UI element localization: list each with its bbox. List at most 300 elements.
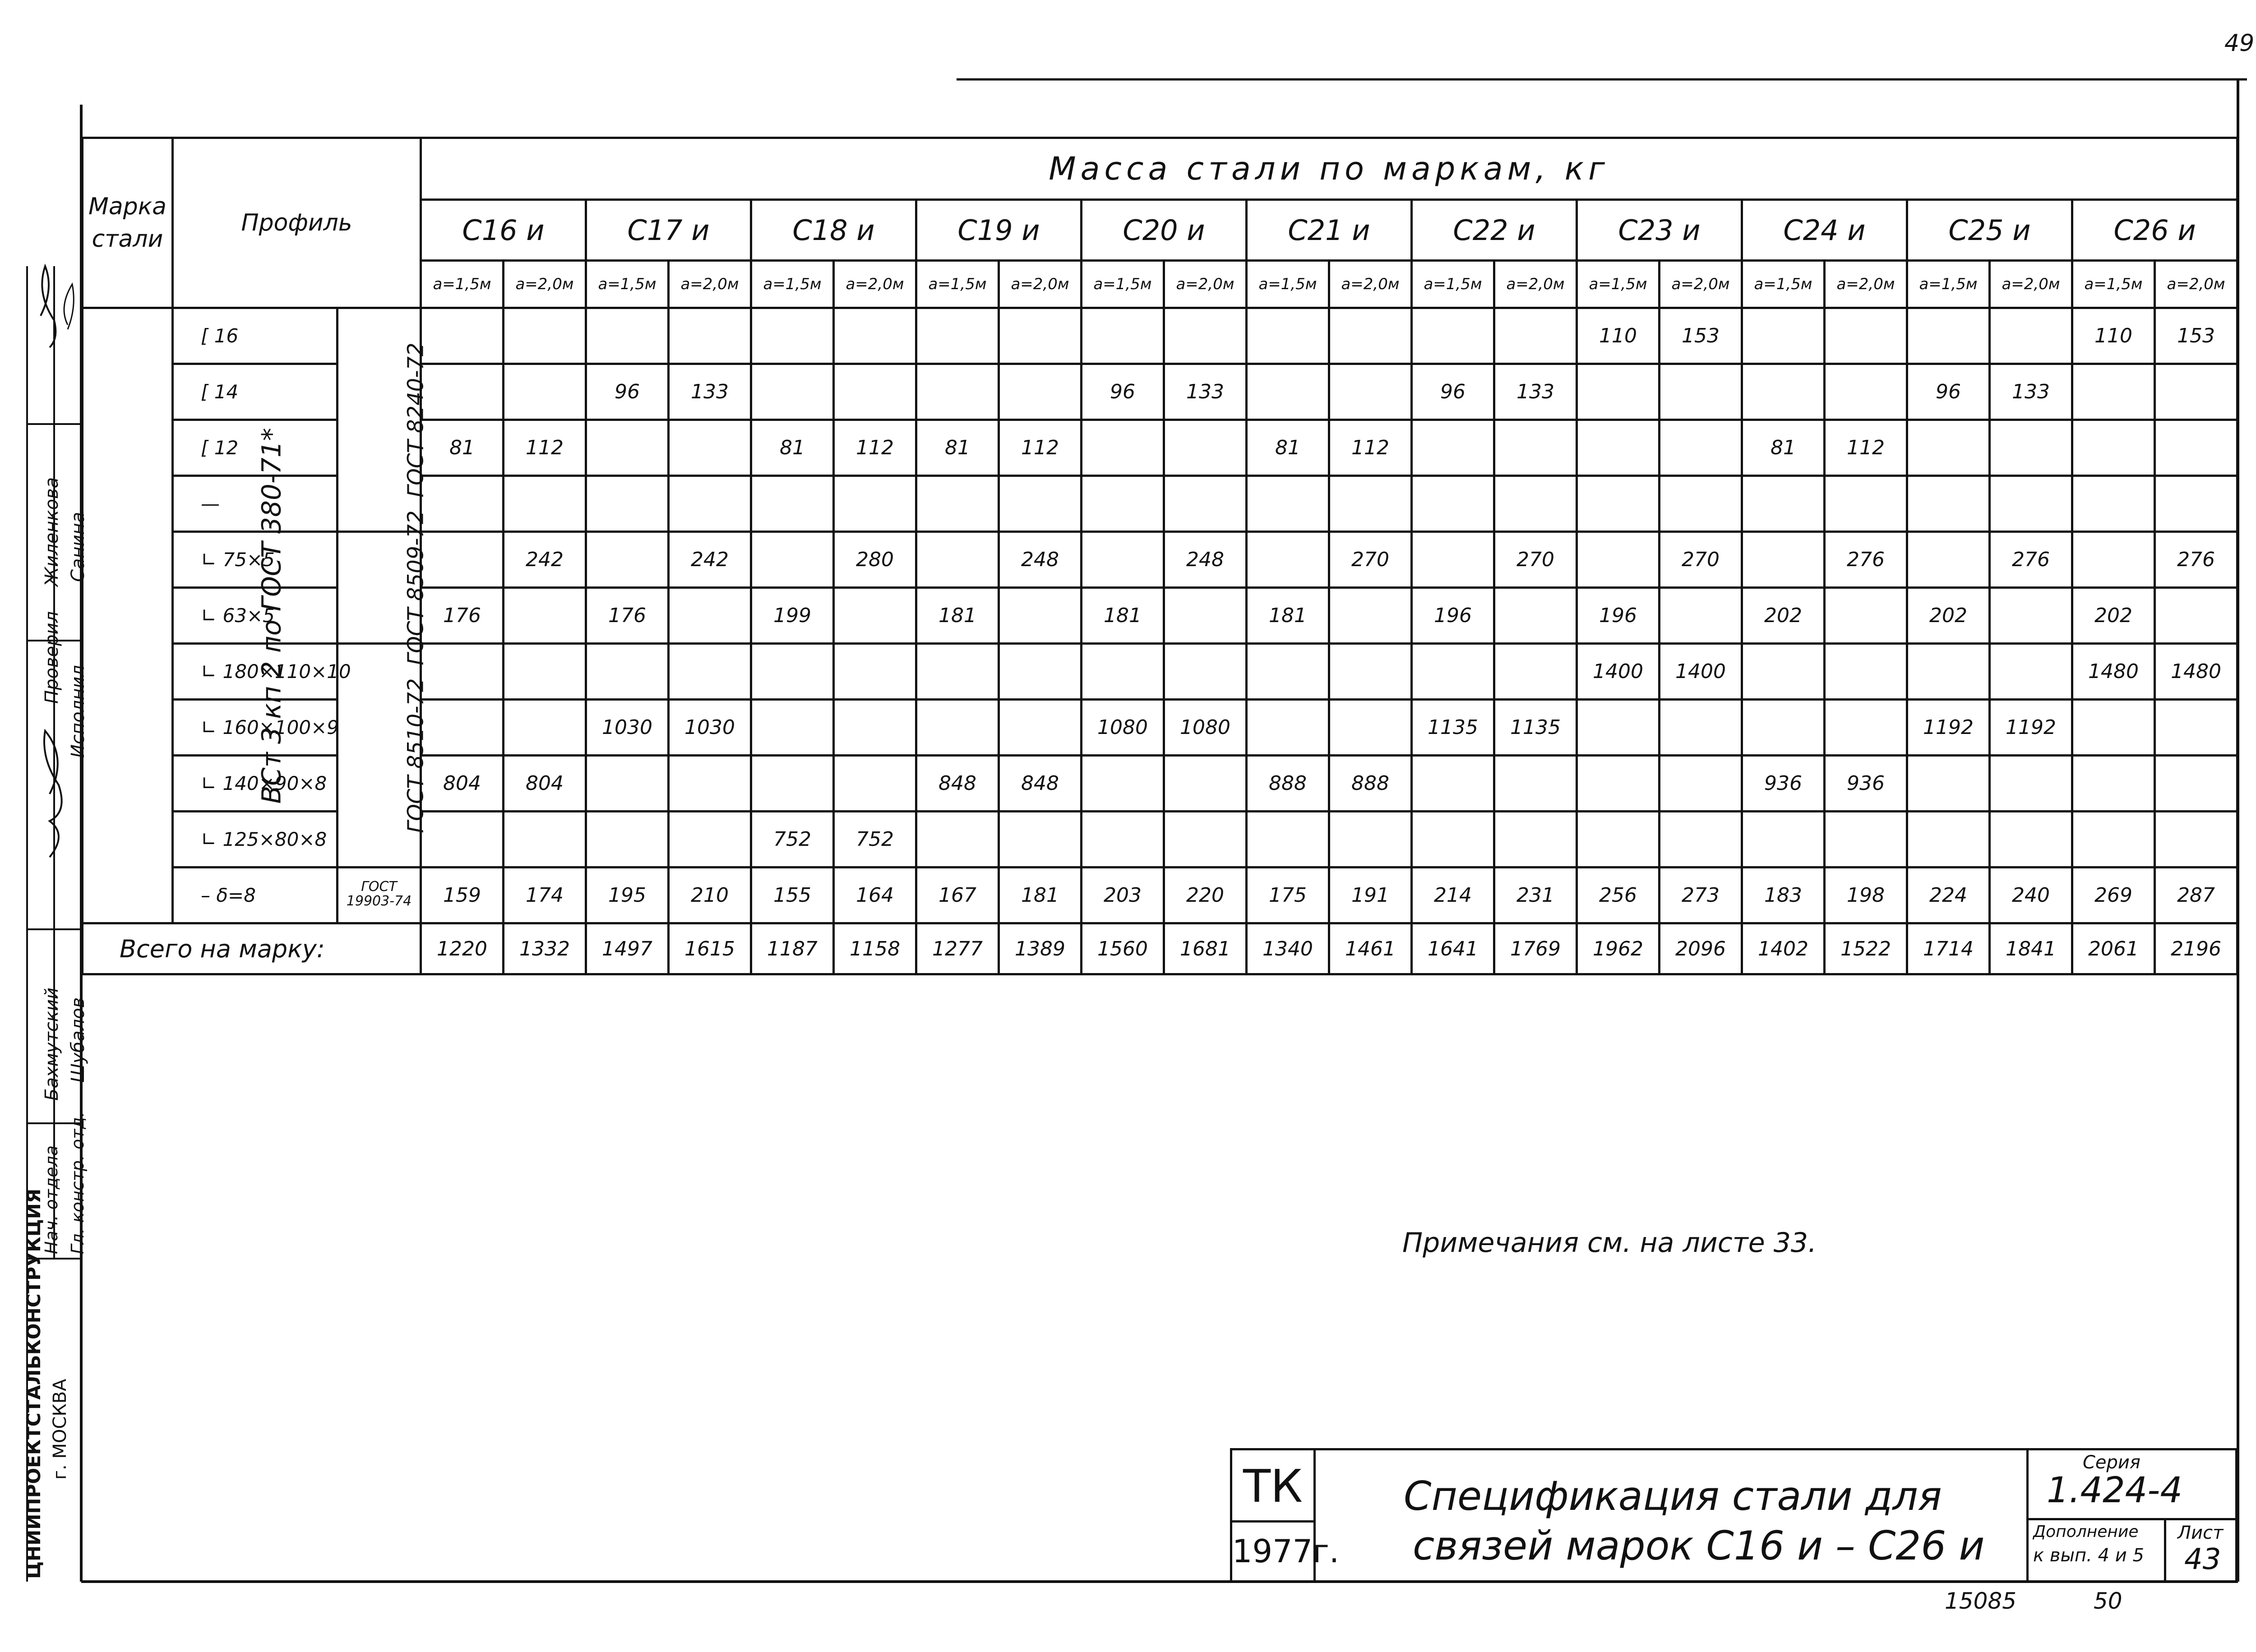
mass-cell: 191	[1329, 868, 1412, 923]
brand-header: С23 и	[1577, 200, 1742, 261]
mass-cell	[834, 588, 916, 644]
mass-cell	[504, 700, 586, 756]
brand-header: С26 и	[2072, 200, 2238, 261]
mass-cell: 848	[916, 756, 999, 812]
mass-cell: 181	[1082, 588, 1164, 644]
mass-cell: 936	[1742, 756, 1825, 812]
mass-cell	[1825, 476, 1907, 532]
mass-cell	[1494, 420, 1577, 476]
notes-text: Примечания см. на листе 33.	[1402, 1227, 1817, 1259]
total-cell: 2061	[2072, 923, 2155, 974]
mass-cell: 220	[1164, 868, 1247, 923]
mass-cell	[1164, 308, 1247, 364]
mass-cell	[916, 364, 999, 420]
mass-cell	[1412, 532, 1494, 588]
mass-cell	[1329, 588, 1412, 644]
profile-cell: ∟ 140×90×8	[173, 756, 337, 812]
spacing-header: a=1,5м	[1907, 261, 1990, 308]
mass-cell: 1480	[2072, 644, 2155, 700]
mass-cell	[421, 308, 504, 364]
mass-cell: 276	[2155, 532, 2238, 588]
stamp-city: г. МОСКВА	[50, 1379, 70, 1480]
mass-cell: 1480	[2155, 644, 2238, 700]
tk-cell: ТК	[1232, 1450, 1316, 1523]
mass-cell	[2072, 812, 2155, 868]
total-cell: 1769	[1494, 923, 1577, 974]
mass-cell: 256	[1577, 868, 1660, 923]
mass-cell: 96	[586, 364, 669, 420]
mass-cell	[1247, 476, 1329, 532]
mass-cell	[916, 532, 999, 588]
profile-cell: —	[173, 476, 337, 532]
mass-cell	[1825, 364, 1907, 420]
mass-cell	[1494, 308, 1577, 364]
mass-cell	[1247, 364, 1329, 420]
series-divider	[2029, 1518, 2238, 1520]
mass-cell	[1660, 420, 1742, 476]
mass-cell	[999, 812, 1082, 868]
total-cell: 1187	[751, 923, 834, 974]
spacing-header: a=2,0м	[834, 261, 916, 308]
mass-cell: 1135	[1412, 700, 1494, 756]
mass-cell: 133	[1990, 364, 2072, 420]
mass-cell: 273	[1660, 868, 1742, 923]
mass-cell	[1577, 364, 1660, 420]
mass-cell: 153	[1660, 308, 1742, 364]
mass-cell	[1660, 700, 1742, 756]
page-number: 49	[2224, 30, 2255, 57]
mass-cell: 248	[1164, 532, 1247, 588]
title-block	[1230, 1448, 2238, 1583]
mass-cell: 164	[834, 868, 916, 923]
steel-grade-text: ВСт 3 кп 2 по ГОСТ 380-71*	[256, 427, 287, 804]
mass-cell: 96	[1412, 364, 1494, 420]
mass-cell	[1825, 700, 1907, 756]
total-cell: 1220	[421, 923, 504, 974]
stamp-role-executed: Исполнил	[68, 665, 88, 758]
mass-cell	[999, 588, 1082, 644]
mass-cell	[586, 812, 669, 868]
mass-cell	[2155, 812, 2238, 868]
mass-cell	[1164, 756, 1247, 812]
mass-cell	[834, 644, 916, 700]
brand-header: С17 и	[586, 200, 751, 261]
mass-cell: 242	[669, 532, 751, 588]
mass-cell	[1577, 476, 1660, 532]
gost-cell	[337, 510, 429, 665]
mass-cell: 240	[1990, 868, 2072, 923]
mass-cell: 888	[1247, 756, 1329, 812]
mass-cell: 112	[834, 420, 916, 476]
mass-cell	[2155, 588, 2238, 644]
mass-cell	[421, 644, 504, 700]
mass-cell	[1742, 700, 1825, 756]
mass-cell	[1907, 308, 1990, 364]
mass-cell	[1494, 476, 1577, 532]
profile-cell: [ 14	[173, 364, 337, 420]
mass-cell	[1660, 812, 1742, 868]
mass-cell	[504, 364, 586, 420]
mass-cell	[1412, 420, 1494, 476]
mass-cell	[669, 812, 751, 868]
mass-cell: 1030	[669, 700, 751, 756]
mass-cell	[1742, 812, 1825, 868]
mass-cell	[916, 308, 999, 364]
profile-cell: [ 12	[173, 420, 337, 476]
mass-cell	[504, 812, 586, 868]
total-cell: 2096	[1660, 923, 1742, 974]
mass-cell	[1082, 308, 1164, 364]
mass-cell	[2155, 364, 2238, 420]
mass-cell	[1164, 420, 1247, 476]
total-cell: 1522	[1825, 923, 1907, 974]
mass-cell: 276	[1825, 532, 1907, 588]
mass-cell: 804	[421, 756, 504, 812]
mass-cell: 752	[751, 812, 834, 868]
mass-cell	[1082, 644, 1164, 700]
spacing-header: a=2,0м	[504, 261, 586, 308]
mass-cell	[999, 476, 1082, 532]
mass-cell: 176	[421, 588, 504, 644]
mass-cell	[2155, 756, 2238, 812]
mass-cell	[1907, 644, 1990, 700]
mass-cell: 1135	[1494, 700, 1577, 756]
mass-cell: 112	[999, 420, 1082, 476]
mass-cell	[504, 588, 586, 644]
mass-cell: 81	[751, 420, 834, 476]
mass-cell	[1247, 532, 1329, 588]
brand-header: С25 и	[1907, 200, 2072, 261]
mass-cell	[421, 532, 504, 588]
spacing-header: a=1,5м	[421, 261, 504, 308]
totals-row	[83, 923, 2238, 974]
mass-cell: 199	[751, 588, 834, 644]
mass-cell: 81	[916, 420, 999, 476]
mass-cell	[1082, 756, 1164, 812]
table-row	[83, 532, 2238, 588]
mass-cell	[1742, 308, 1825, 364]
mass-cell: 1400	[1660, 644, 1742, 700]
spacing-header: a=2,0м	[1660, 261, 1742, 308]
mass-cell	[1412, 308, 1494, 364]
mass-cell: 159	[421, 868, 504, 923]
profile-cell: ∟ 75×5	[173, 532, 337, 588]
mass-cell	[1907, 756, 1990, 812]
total-cell: 1332	[504, 923, 586, 974]
mass-cell	[1247, 700, 1329, 756]
table-row	[83, 308, 2238, 364]
spacing-header: a=1,5м	[916, 261, 999, 308]
mass-cell: 214	[1412, 868, 1494, 923]
stamp-name-shubalov: Шубалов	[68, 997, 88, 1083]
profile-cell: ∟ 63×5	[173, 588, 337, 644]
mass-cell	[1990, 308, 2072, 364]
mass-cell: 175	[1247, 868, 1329, 923]
mass-cell	[1907, 476, 1990, 532]
spacing-header: a=2,0м	[1164, 261, 1247, 308]
mass-cell	[1412, 756, 1494, 812]
mass-cell	[1990, 420, 2072, 476]
spacing-header: a=2,0м	[1494, 261, 1577, 308]
mass-cell: 210	[669, 868, 751, 923]
mass-cell: 1080	[1164, 700, 1247, 756]
spacing-header: a=1,5м	[1742, 261, 1825, 308]
mass-cell: 96	[1082, 364, 1164, 420]
bottom-number-right: 50	[2094, 1588, 2122, 1614]
mass-cell: 287	[2155, 868, 2238, 923]
mass-cell	[421, 700, 504, 756]
mass-cell	[751, 756, 834, 812]
spacing-header: a=2,0м	[2155, 261, 2238, 308]
mass-cell	[834, 756, 916, 812]
total-cell: 1497	[586, 923, 669, 974]
mass-cell	[1329, 476, 1412, 532]
mass-cell	[751, 644, 834, 700]
mass-cell	[2072, 364, 2155, 420]
mass-cell	[751, 476, 834, 532]
total-cell: 1714	[1907, 923, 1990, 974]
mass-cell	[1247, 812, 1329, 868]
total-cell: 1681	[1164, 923, 1247, 974]
mass-cell	[1164, 588, 1247, 644]
mass-cell	[999, 308, 1082, 364]
mass-cell	[2072, 756, 2155, 812]
stamp-role-head-dept: Нач. отдела	[42, 1145, 61, 1254]
series-value: 1.424-4	[2047, 1470, 2183, 1511]
mass-cell	[586, 756, 669, 812]
mass-cell: 167	[916, 868, 999, 923]
mass-cell	[916, 812, 999, 868]
mass-cell: 110	[1577, 308, 1660, 364]
mass-cell	[504, 476, 586, 532]
mass-cell: 270	[1660, 532, 1742, 588]
mass-cell: 1080	[1082, 700, 1164, 756]
mass-cell	[1577, 756, 1660, 812]
mass-cell	[1412, 644, 1494, 700]
mass-cell	[1082, 420, 1164, 476]
mass-cell: 174	[504, 868, 586, 923]
mass-cell: 202	[2072, 588, 2155, 644]
mass-cell	[1329, 644, 1412, 700]
mass-cell: 202	[1907, 588, 1990, 644]
mass-cell	[504, 644, 586, 700]
mass-cell: 242	[504, 532, 586, 588]
mass-cell	[999, 700, 1082, 756]
mass-cell	[1742, 644, 1825, 700]
mass-cell: 110	[2072, 308, 2155, 364]
mass-cell: 153	[2155, 308, 2238, 364]
mass-cell	[1494, 756, 1577, 812]
spacing-header: a=2,0м	[999, 261, 1082, 308]
profile-cell: – δ=8	[173, 868, 337, 923]
profile-cell: [ 16	[173, 308, 337, 364]
stamp-organization: ЦНИИПРОЕКТСТАЛЬКОНСТРУКЦИЯ	[23, 1188, 45, 1579]
mass-cell: 176	[586, 588, 669, 644]
mass-cell: 133	[1494, 364, 1577, 420]
mass-cell	[421, 812, 504, 868]
mass-cell	[1907, 532, 1990, 588]
mass-cell	[1164, 644, 1247, 700]
mass-cell	[2072, 532, 2155, 588]
mass-cell	[586, 420, 669, 476]
series-label: Серия	[2083, 1452, 2140, 1473]
supplement-label: Дополнение	[2033, 1523, 2139, 1541]
mass-cell	[1329, 364, 1412, 420]
mass-cell	[1907, 812, 1990, 868]
mass-cell: 270	[1329, 532, 1412, 588]
mass-cell	[1660, 476, 1742, 532]
mass-cell	[2155, 476, 2238, 532]
title-line-1: Спецификация стали для	[1404, 1473, 1942, 1519]
mass-title: Масса стали по маркам, кг	[421, 138, 2238, 200]
stamp-name-zhilenkova: Жиленкова	[42, 477, 62, 586]
mass-cell	[1164, 812, 1247, 868]
mass-cell	[1329, 308, 1412, 364]
mass-cell	[669, 420, 751, 476]
mass-cell	[1247, 308, 1329, 364]
stamp-name-sanina: Санина	[68, 512, 88, 582]
total-cell: 1962	[1577, 923, 1660, 974]
total-cell: 1841	[1990, 923, 2072, 974]
mass-cell	[1660, 588, 1742, 644]
mass-cell	[669, 644, 751, 700]
mass-cell	[1164, 476, 1247, 532]
total-cell: 1402	[1742, 923, 1825, 974]
mass-cell	[1247, 644, 1329, 700]
mass-cell	[1742, 476, 1825, 532]
mass-cell: 248	[999, 532, 1082, 588]
mass-cell	[504, 308, 586, 364]
mass-cell: 1030	[586, 700, 669, 756]
profile-cell: ∟ 160×100×9	[173, 700, 337, 756]
spacing-header: a=2,0м	[1329, 261, 1412, 308]
spacing-header: a=2,0м	[669, 261, 751, 308]
spacing-header: a=1,5м	[1247, 261, 1329, 308]
mass-cell	[999, 364, 1082, 420]
brand-header: С24 и	[1742, 200, 1907, 261]
mass-cell: 280	[834, 532, 916, 588]
total-cell: 1158	[834, 923, 916, 974]
spacing-header: a=1,5м	[2072, 261, 2155, 308]
mass-cell: 1400	[1577, 644, 1660, 700]
mass-cell	[1494, 812, 1577, 868]
mass-cell	[2072, 476, 2155, 532]
mass-cell: 81	[1247, 420, 1329, 476]
brand-header: С20 и	[1082, 200, 1247, 261]
total-cell: 1389	[999, 923, 1082, 974]
mass-cell: 848	[999, 756, 1082, 812]
mass-cell	[2155, 700, 2238, 756]
totals-label: Всего на марку:	[83, 923, 421, 974]
series-cell	[2026, 1450, 2235, 1580]
mass-cell	[1990, 476, 2072, 532]
mass-cell: 81	[1742, 420, 1825, 476]
mass-cell: 888	[1329, 756, 1412, 812]
total-cell: 1641	[1412, 923, 1494, 974]
mass-cell	[669, 756, 751, 812]
mass-cell	[1494, 588, 1577, 644]
mass-cell	[1742, 532, 1825, 588]
mass-cell	[1990, 756, 2072, 812]
mass-cell: 112	[1329, 420, 1412, 476]
mass-cell	[421, 364, 504, 420]
total-cell: 1340	[1247, 923, 1329, 974]
mass-cell: 133	[1164, 364, 1247, 420]
mass-cell	[1412, 476, 1494, 532]
year-cell: 1977г.	[1232, 1523, 1316, 1580]
mass-cell: 196	[1412, 588, 1494, 644]
mass-cell	[1577, 700, 1660, 756]
mass-cell	[834, 364, 916, 420]
brand-header: С21 и	[1247, 200, 1412, 261]
mass-cell	[1907, 420, 1990, 476]
mass-cell	[1329, 812, 1412, 868]
mass-cell: 81	[421, 420, 504, 476]
mass-cell	[1825, 812, 1907, 868]
mass-cell	[2155, 420, 2238, 476]
mass-cell	[1825, 644, 1907, 700]
gost-text: ГОСТ 8509-72	[403, 510, 429, 665]
total-cell: 1615	[669, 923, 751, 974]
stamp-role-checked: Проверил	[42, 611, 62, 704]
gost-cell	[337, 868, 421, 923]
mass-cell	[1412, 812, 1494, 868]
mass-cell: 224	[1907, 868, 1990, 923]
mass-cell	[751, 364, 834, 420]
sheet-divider	[2164, 1518, 2166, 1580]
gost-cell	[337, 308, 429, 532]
sheet-label: Лист	[2177, 1523, 2224, 1543]
mass-cell	[669, 308, 751, 364]
mass-cell: 231	[1494, 868, 1577, 923]
spacing-header: a=1,5м	[1412, 261, 1494, 308]
brand-header: С16 и	[421, 200, 586, 261]
table-row	[83, 868, 2238, 923]
spacing-header: a=1,5м	[1082, 261, 1164, 308]
mass-cell	[669, 588, 751, 644]
mass-cell	[834, 476, 916, 532]
mass-cell	[1577, 420, 1660, 476]
mass-cell	[1990, 812, 2072, 868]
mass-cell	[834, 308, 916, 364]
spacing-header: a=1,5м	[1577, 261, 1660, 308]
steel-spec-table	[81, 137, 2238, 975]
title-line-2: связей марок С16 и – С26 и	[1413, 1523, 1985, 1569]
mass-cell	[1577, 532, 1660, 588]
mass-cell: 183	[1742, 868, 1825, 923]
mass-cell	[1082, 532, 1164, 588]
mass-cell: 202	[1742, 588, 1825, 644]
spacing-header: a=2,0м	[1825, 261, 1907, 308]
mass-cell	[669, 476, 751, 532]
stamp-role-chief-designer: Гл. констр. отд.	[68, 1112, 88, 1254]
mass-cell	[999, 644, 1082, 700]
mass-cell	[751, 308, 834, 364]
mass-cell	[1329, 700, 1412, 756]
mass-cell: 198	[1825, 868, 1907, 923]
mass-cell: 155	[751, 868, 834, 923]
mass-cell	[1825, 308, 1907, 364]
mass-cell: 1192	[1907, 700, 1990, 756]
mass-cell: 181	[1247, 588, 1329, 644]
mass-cell: 112	[1825, 420, 1907, 476]
total-cell: 1461	[1329, 923, 1412, 974]
mass-cell	[2072, 420, 2155, 476]
gost-text: ГОСТ 19903-74	[346, 879, 412, 909]
mass-cell: 269	[2072, 868, 2155, 923]
mass-cell	[1660, 364, 1742, 420]
mass-cell: 203	[1082, 868, 1164, 923]
